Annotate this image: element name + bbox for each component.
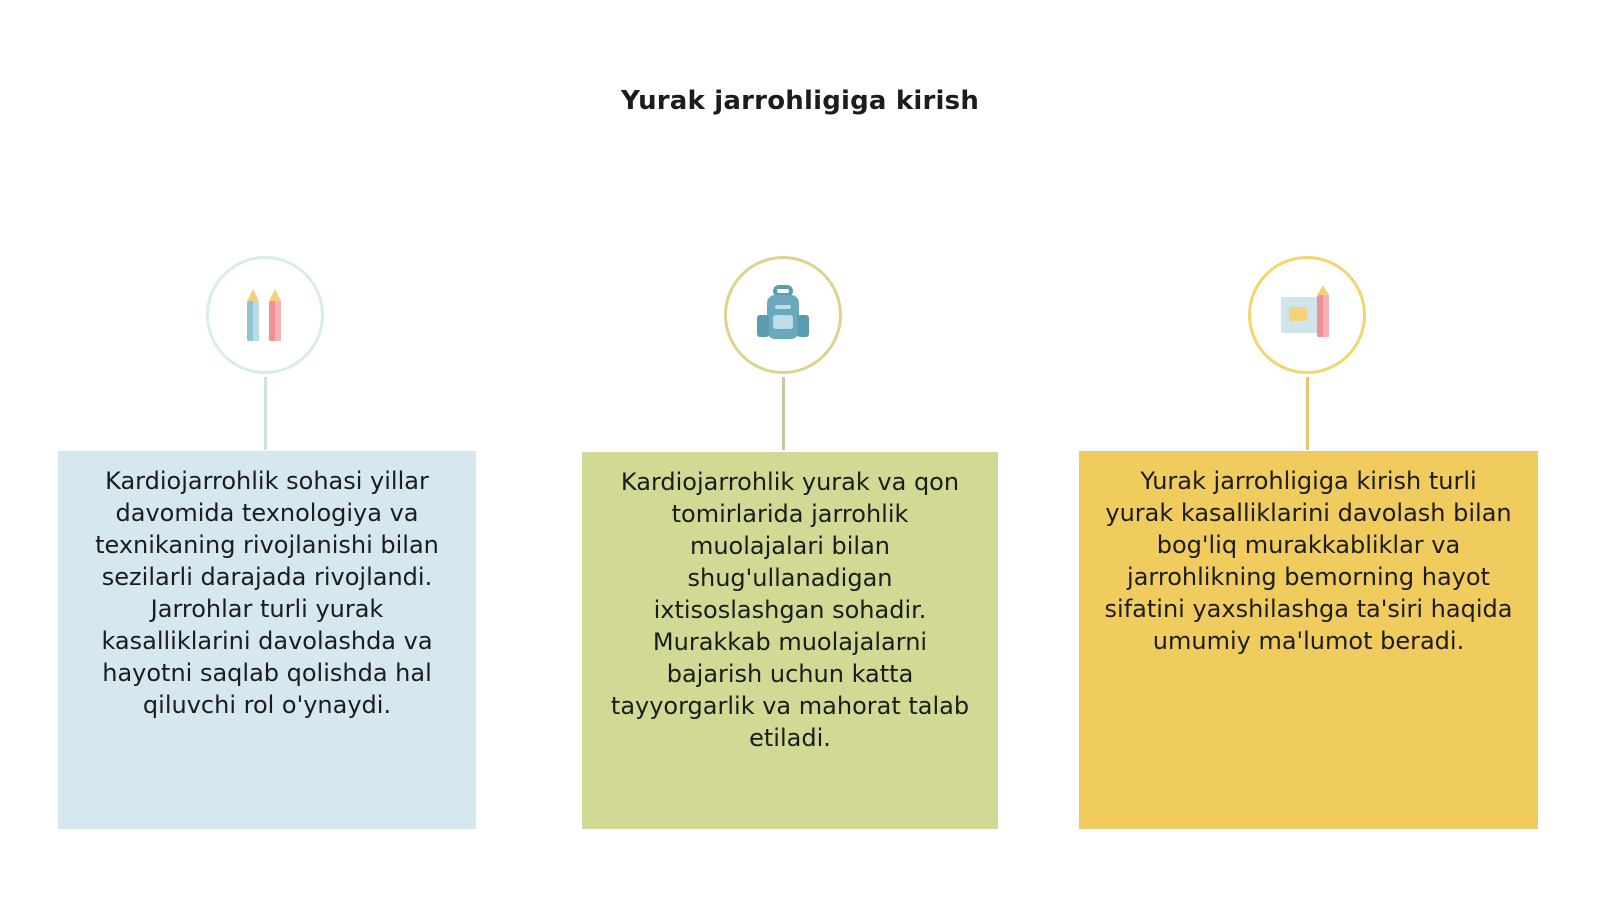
connector-line-2 (782, 377, 785, 450)
page-title: Yurak jarrohligiga kirish (620, 86, 980, 116)
icon-circle-2 (724, 256, 842, 374)
connector-line-3 (1306, 377, 1309, 450)
connector-line-1 (264, 377, 267, 450)
pencils-icon (238, 283, 292, 347)
info-card-2 (582, 452, 998, 829)
icon-circle-1 (206, 256, 324, 374)
backpack-icon (753, 285, 813, 345)
info-card-text: Kardiojarrohlik yurak va qon tomirlarida jarrohlik muolajalari bilan shug'ullanadigan ixtisoslashgan sohadir. Murakkab muolajalarni bajarish uchun katta tayyorgarlik va mahorat talab etiladi. (610, 468, 970, 752)
info-card-1 (58, 451, 476, 829)
icon-circle-3 (1248, 256, 1366, 374)
info-card-text: Kardiojarrohlik sohasi yillar davomida texnologiya va texnikaning rivojlanishi bilan sezilarli darajada rivojlandi. Jarrohlar turli yurak kasalliklarini davolashda va hayotni saqlab qolishda hal qiluvchi rol o'ynaydi. (95, 467, 439, 719)
drawing-pencil-icon (1277, 285, 1337, 345)
info-card-text: Yurak jarrohligiga kirish turli yurak kasalliklarini davolash bilan bog'liq murakkabliklar va jarrohlikning bemorning hayot sifatini yaxshilashga ta'siri haqida umumiy ma'lumot beradi. (1104, 467, 1513, 655)
info-card-3 (1079, 451, 1538, 829)
